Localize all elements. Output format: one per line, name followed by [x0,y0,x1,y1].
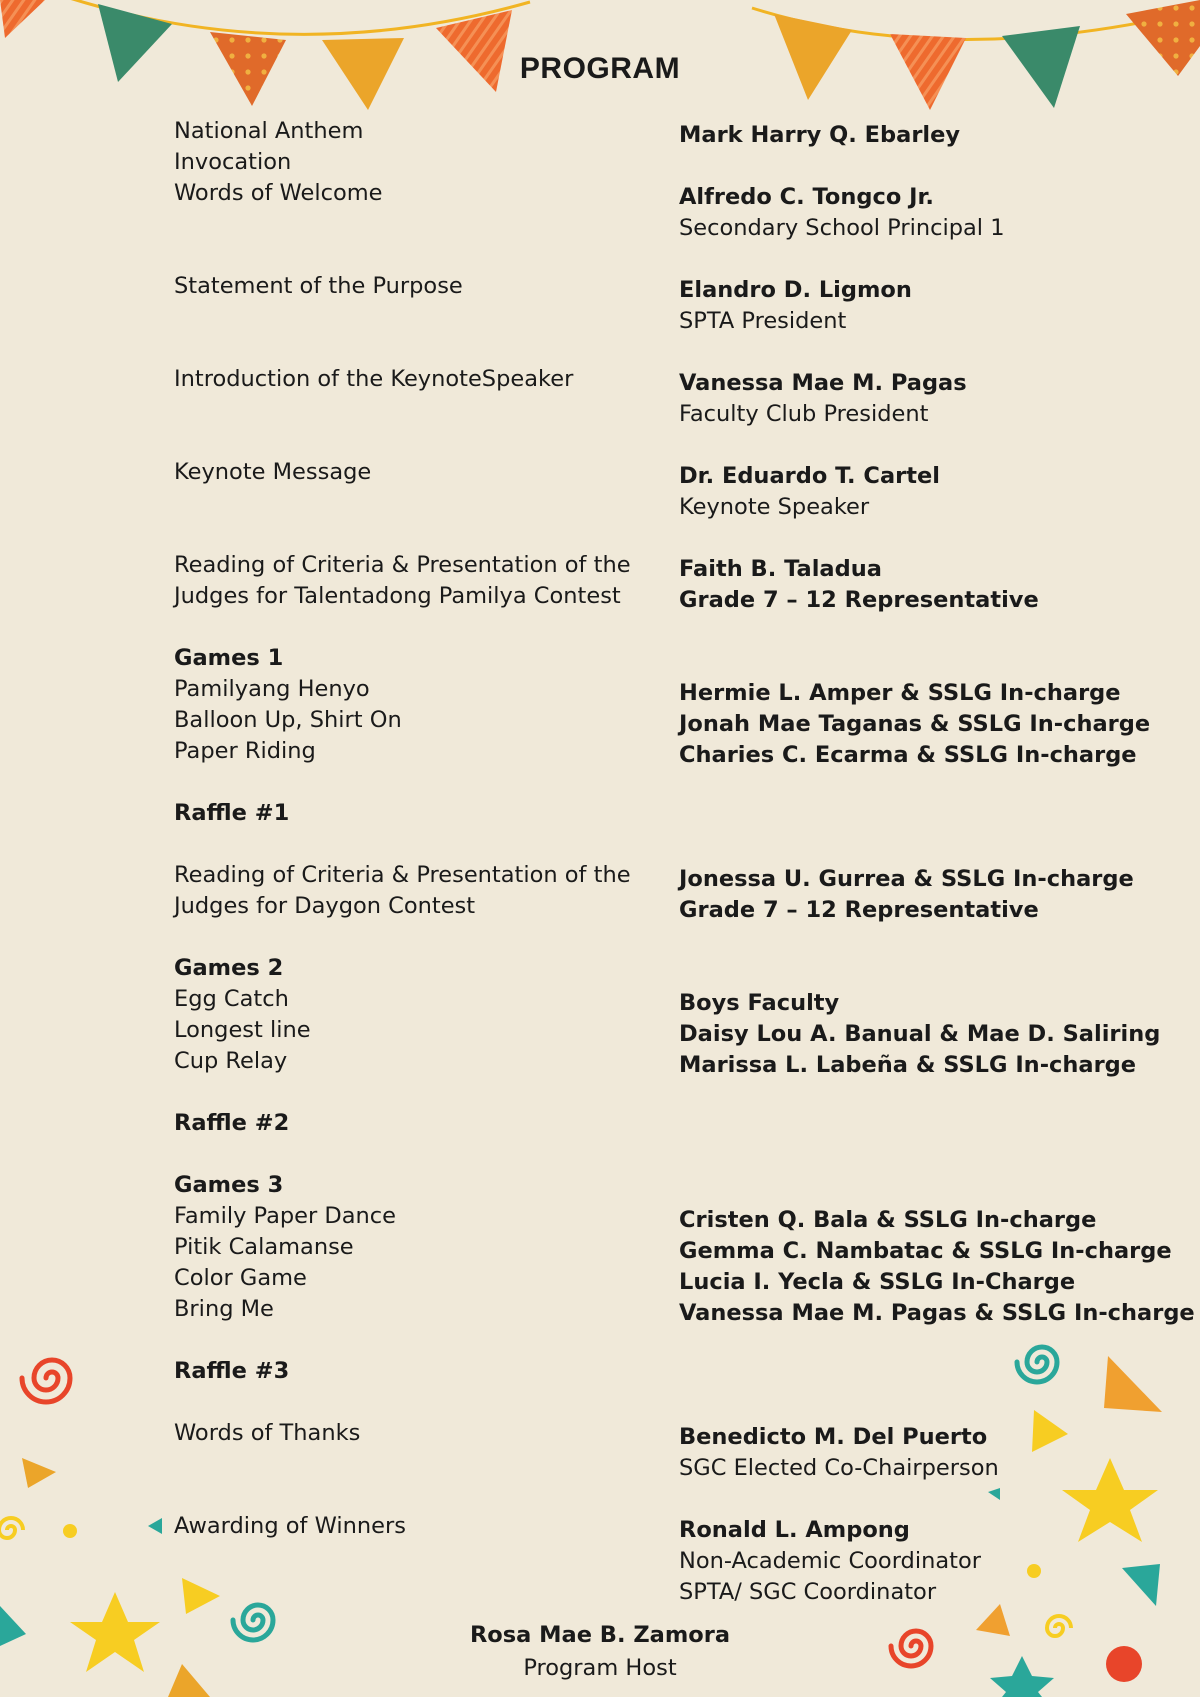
person-name: Ronald L. Ampong [679,1517,910,1543]
program-item: Reading of Criteria & Presentation of the [174,862,631,888]
program-item: Color Game [174,1265,307,1291]
person-name: Hermie L. Amper & SSLG In-charge [679,680,1121,706]
program-item: Bring Me [174,1296,274,1322]
person-name: Faith B. Taladua [679,556,882,582]
person-role: Keynote Speaker [679,494,870,520]
person-name: Jonah Mae Taganas & SSLG In-charge [679,711,1151,737]
section-heading: Raffle #3 [174,1358,290,1384]
page-title: PROGRAM [519,52,681,85]
person-name: Lucia I. Yecla & SSLG In-Charge [679,1269,1076,1295]
person-name: Charies C. Ecarma & SSLG In-charge [679,742,1137,768]
program-item: Pitik Calamanse [174,1234,354,1260]
program-item: Words of Welcome [174,180,383,206]
person-name: Grade 7 – 12 Representative [679,587,1039,613]
program-item: Family Paper Dance [174,1203,397,1229]
section-heading: Games 1 [174,645,284,671]
program-item: Keynote Message [174,459,372,485]
person-role: SPTA President [679,308,847,334]
person-role: SGC Elected Co-Chairperson [679,1455,999,1481]
program-item: Balloon Up, Shirt On [174,707,402,733]
person-name: Grade 7 – 12 Representative [679,897,1039,923]
section-heading: Raffle #1 [174,800,290,826]
program-item: Longest line [174,1017,311,1043]
section-heading: Games 2 [174,955,284,981]
host-name: Rosa Mae B. Zamora [469,1622,731,1648]
program-item: Judges for Talentadong Pamilya Contest [174,583,621,609]
program-item: National Anthem [174,118,364,144]
person-name: Marissa L. Labeña & SSLG In-charge [679,1052,1137,1078]
person-name: Cristen Q. Bala & SSLG In-charge [679,1207,1097,1233]
program-item: Cup Relay [174,1048,288,1074]
person-name: Vanessa Mae M. Pagas [679,370,967,396]
person-name: Alfredo C. Tongco Jr. [679,184,934,210]
program-item: Invocation [174,149,292,175]
person-name: Boys Faculty [679,990,840,1016]
program-item: Statement of the Purpose [174,273,463,299]
host-role: Program Host [523,1655,677,1681]
program-item: Introduction of the KeynoteSpeaker [174,366,574,392]
program-item: Egg Catch [174,986,289,1012]
person-name: Benedicto M. Del Puerto [679,1424,988,1450]
person-name: Daisy Lou A. Banual & Mae D. Saliring [679,1021,1161,1047]
person-role: SPTA/ SGC Coordinator [679,1579,937,1605]
person-role: Secondary School Principal 1 [679,215,1005,241]
person-name: Gemma C. Nambatac & SSLG In-charge [679,1238,1172,1264]
person-name: Dr. Eduardo T. Cartel [679,463,940,489]
section-heading: Games 3 [174,1172,284,1198]
section-heading: Raffle #2 [174,1110,290,1136]
program-item: Words of Thanks [174,1420,361,1446]
program-item: Reading of Criteria & Presentation of the [174,552,631,578]
person-role: Faculty Club President [679,401,929,427]
person-name: Mark Harry Q. Ebarley [679,122,961,148]
program-item: Pamilyang Henyo [174,676,370,702]
person-name: Vanessa Mae M. Pagas & SSLG In-charge [679,1300,1195,1326]
program-item: Judges for Daygon Contest [174,893,476,919]
person-name: Jonessa U. Gurrea & SSLG In-charge [679,866,1134,892]
program-item: Awarding of Winners [174,1513,406,1539]
person-name: Elandro D. Ligmon [679,277,912,303]
program-item: Paper Riding [174,738,316,764]
person-role: Non-Academic Coordinator [679,1548,981,1574]
